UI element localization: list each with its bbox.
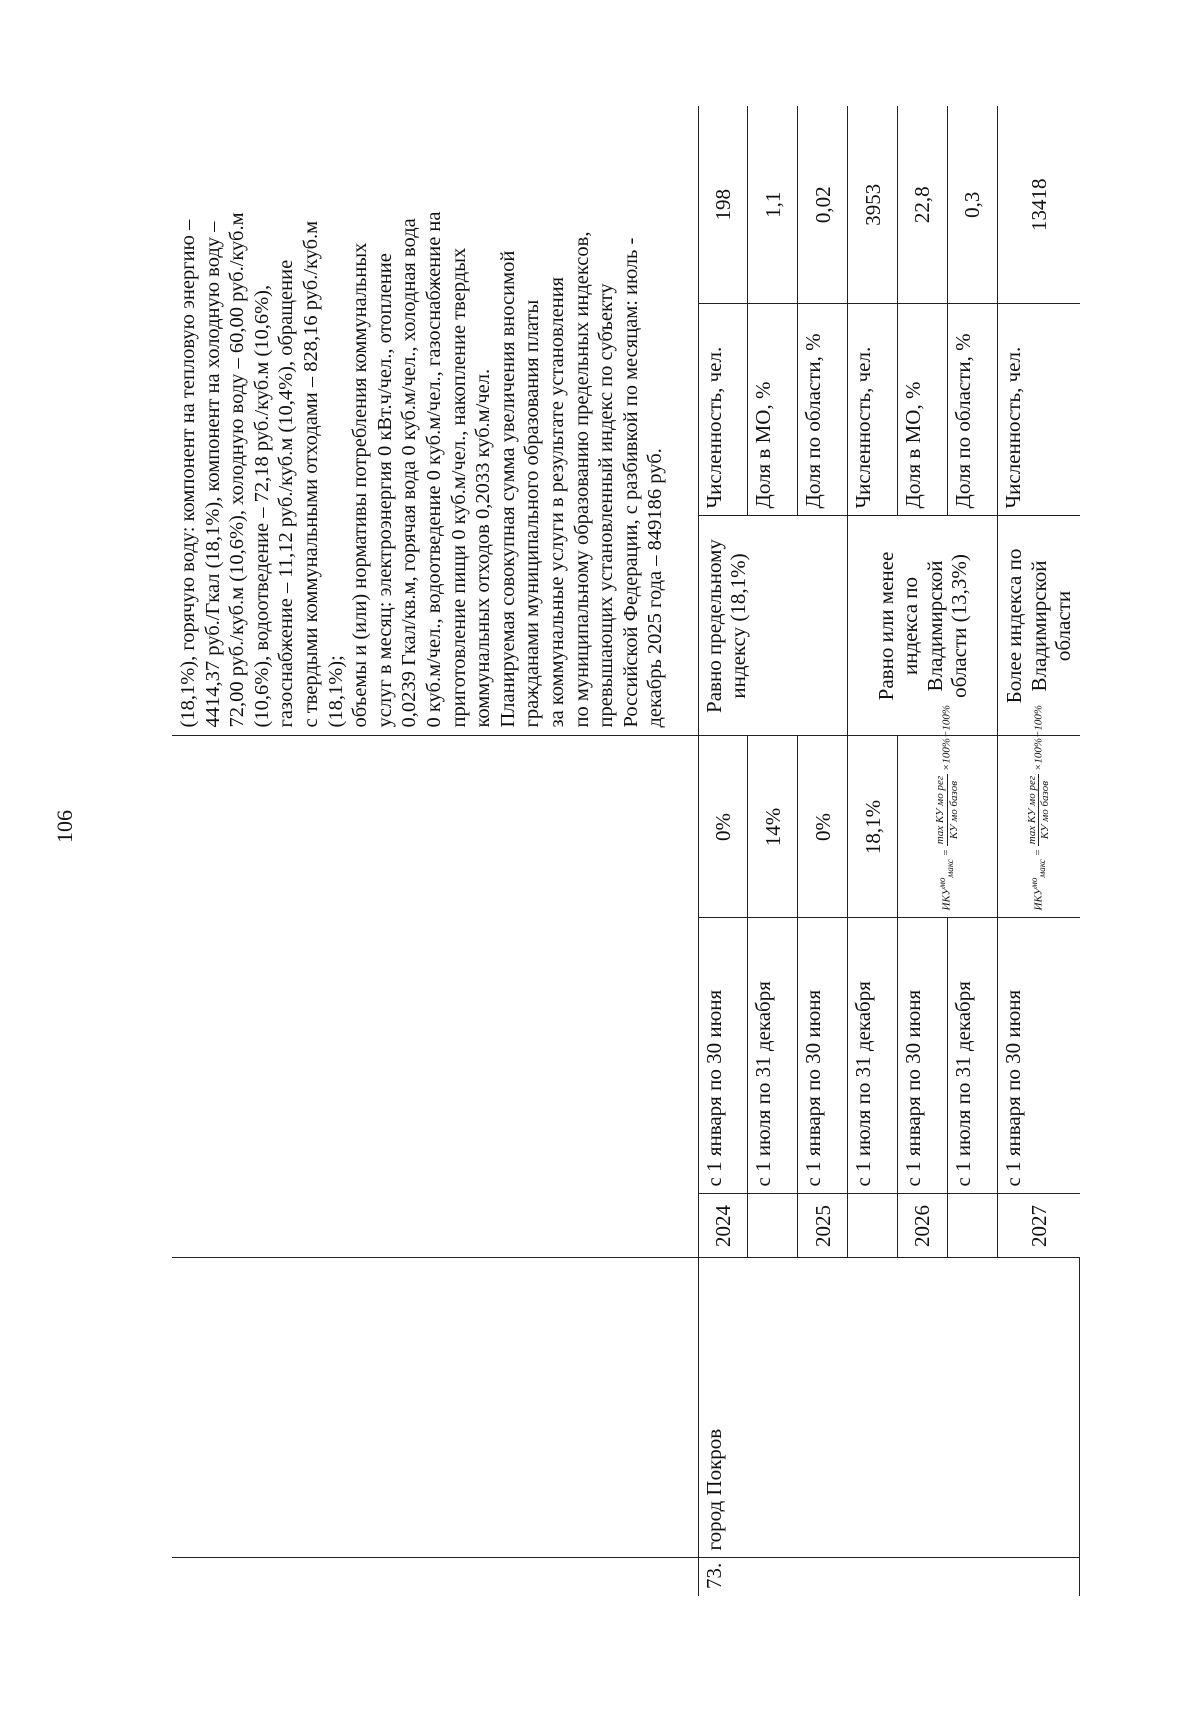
period-cell: с 1 января по 30 июня (798, 918, 848, 1194)
year-cell-empty (947, 1194, 997, 1258)
description-line: 4414,37 руб./Гкал (18,1%), компонент на холодную воду – (201, 221, 224, 728)
index-cell: 18,1% (848, 736, 898, 918)
formula-lhs: ИКУ (1032, 887, 1045, 911)
description-line: услуг в месяц: электроэнергия 0 кВт.ч/чел., отопление (373, 253, 396, 728)
period-cell: с 1 января по 30 июня (898, 918, 948, 1194)
index-formula: $ИКУ^{мо}_{макс}$ = max КУ мо рег КУ мо базов ×100%−100% (898, 736, 998, 918)
year-cell: 2026 (898, 1194, 948, 1258)
description-line: 0,0239 Гкал/кв.м, горячая вода 0 куб.м/чел., холодная вода (398, 218, 421, 728)
category-cell: Более индекса по Владимирской области (997, 516, 1079, 736)
page-number: 106 (52, 810, 77, 843)
row-number: 73. (698, 1558, 1079, 1596)
formula-lhs-sup: мо (937, 877, 948, 888)
description-line: гражданами муниципального образования платы (521, 299, 544, 728)
index-cell: 0% (798, 736, 848, 918)
description-line: 0 куб.м/чел., водоотведение 0 куб.м/чел., газоснабжение на (422, 211, 445, 728)
metric-cell: Доля по области, % (947, 304, 997, 516)
period-cell: с 1 января по 30 июня (698, 918, 748, 1194)
metric-cell: Доля в МО, % (898, 304, 948, 516)
empty-left-cell (172, 736, 698, 1258)
formula-rest: ×100%−100% (1032, 704, 1045, 772)
metric-cell: Численность, чел. (997, 304, 1079, 516)
value-cell: 13418 (997, 106, 1079, 304)
description-line: Российской Федерации, с разбивкой по месяцам: июль - (619, 237, 642, 728)
description-line: 72,00 руб./куб.м (10,6%), холодную воду – 60,00 руб./куб.м (226, 212, 249, 728)
formula-denominator: КУ мо базов (1039, 781, 1052, 840)
formula-rest: ×100%−100% (941, 704, 954, 772)
formula-numerator: max КУ мо рег (1025, 775, 1038, 845)
formula-denominator: КУ мо базов (947, 781, 960, 840)
metric-cell: Доля по области, % (798, 304, 848, 516)
description-line: превышающих установленный индекс по субъекту (595, 283, 618, 728)
value-cell: 22,8 (898, 106, 948, 304)
metric-cell: Численность, чел. (698, 304, 748, 516)
description-line: по муниципальному образованию предельных индексов, (570, 231, 593, 728)
year-cell: 2025 (798, 1194, 848, 1258)
formula-lhs-sub: макс (1036, 859, 1047, 878)
landscape-table-sheet (172, 106, 1080, 1596)
value-cell: 1,1 (748, 106, 798, 304)
index-cell: 0% (698, 736, 748, 918)
period-cell: с 1 июля по 31 декабря (748, 918, 798, 1194)
tariff-index-table (172, 106, 1080, 1596)
description-cell (172, 106, 698, 736)
formula-lhs: ИКУ (941, 887, 954, 911)
value-cell: 3953 (848, 106, 898, 304)
description-line: газоснабжение – 11,12 руб./куб.м (10,4%), обращение (275, 259, 298, 728)
description-line: приготовление пищи 0 куб.м/чел., накопление твердых (447, 247, 470, 728)
description-line: (10,6%), водоотведение – 72,18 руб./куб.м (10,6%), (250, 284, 273, 728)
year-cell-empty (848, 1194, 898, 1258)
year-cell: 2027 (997, 1194, 1079, 1258)
index-cell: 14% (748, 736, 798, 918)
empty-number-cell (172, 1558, 698, 1596)
value-cell: 198 (698, 106, 748, 304)
period-cell: с 1 июля по 31 декабря (848, 918, 898, 1194)
formula-lhs-sup: мо (1028, 877, 1039, 888)
description-line: (18,1%), горячую воду: компонент на тепловую энергию – (177, 219, 199, 728)
municipality-name: город Покров (698, 1258, 1079, 1558)
formula-numerator: max КУ мо рег (934, 775, 947, 845)
description-row (172, 106, 698, 1596)
index-formula: $ИКУ^{мо}_{макс}$ = max КУ мо рег КУ мо базов ×100%−100% (997, 736, 1079, 918)
period-cell: с 1 января по 30 июня (997, 918, 1079, 1194)
empty-name-cell (172, 1258, 698, 1558)
formula-lhs-sub: макс (945, 859, 956, 878)
period-cell: с 1 июля по 31 декабря (947, 918, 997, 1194)
category-cell: Равно предельному индексу (18,1%) (698, 516, 848, 736)
description-line: коммунальных отходов 0,2033 куб.м/чел. (472, 368, 495, 728)
year-cell: 2024 (698, 1194, 748, 1258)
description-line: Планируемая совокупная сумма увеличения вносимой (496, 250, 519, 728)
metric-cell: Доля в МО, % (748, 304, 798, 516)
description-line: декабрь 2025 года – 849186 руб. (644, 448, 667, 728)
description-line: с твердыми коммунальными отходами – 828,16 руб./куб.м (299, 220, 322, 728)
description-line: объемы и (или) нормативы потребления коммунальных (349, 242, 372, 728)
metric-cell: Численность, чел. (848, 304, 898, 516)
description-line: (18,1%); (324, 655, 347, 728)
category-cell: Равно или менее индекса по Владимирской области (13,3%) (848, 516, 998, 736)
value-cell: 0,3 (947, 106, 997, 304)
description-line: за коммунальные услуги в результате установления (545, 276, 568, 728)
year-cell-empty (748, 1194, 798, 1258)
table-row (698, 106, 748, 1596)
value-cell: 0,02 (798, 106, 848, 304)
